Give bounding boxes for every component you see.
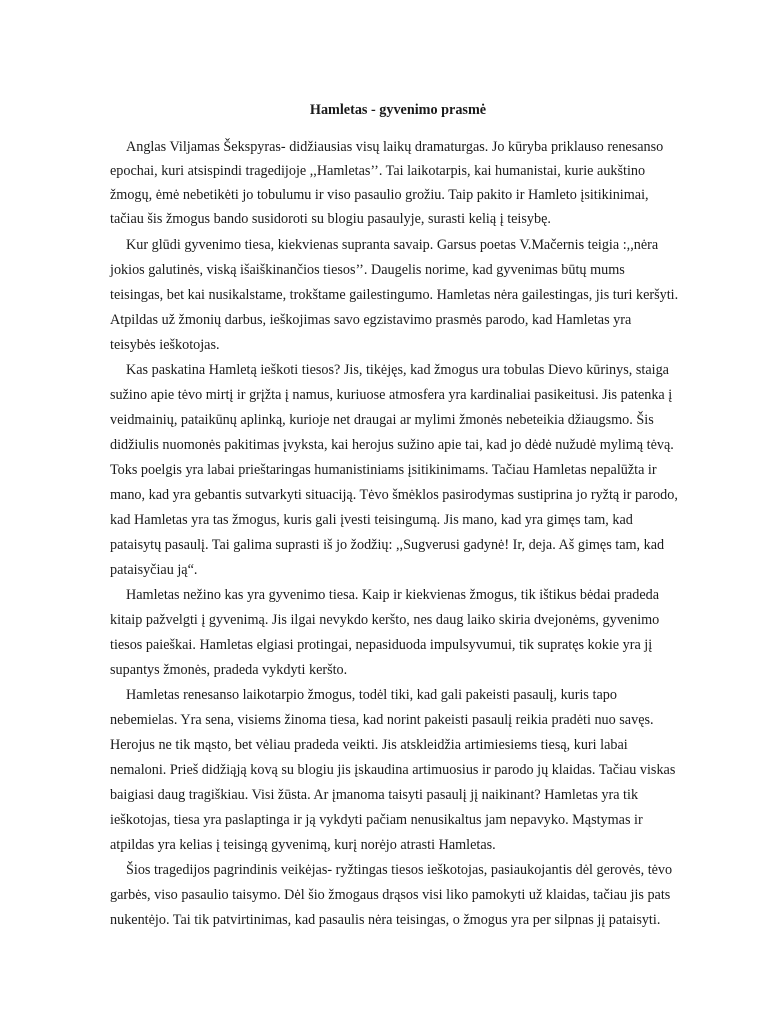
body-line: teisingas, bet kai nusikalstame, trokštame gailestingumo. Hamletas nėra gailestingas, jis turi keršyti.: [110, 287, 679, 303]
body-line: Hamletas nežino kas yra gyvenimo tiesa. Kaip ir kiekvienas žmogus, tik ištikus bėdai pradeda: [126, 587, 660, 603]
body-line: kitaip pažvelgti į gyvenimą. Jis ilgai nevykdo keršto, nes daug laiko skiria dvejonėms, gyvenimo: [110, 612, 660, 628]
body-line: Kur glūdi gyvenimo tiesa, kiekvienas supranta savaip. Garsus poetas V.Mačernis teigia :,,nėra: [126, 237, 659, 253]
body-line: epochai, kuri atsispindi tragedijoje ,,Hamletas’’. Tai laikotarpis, kai humanistai, kurie aukštino: [110, 163, 646, 179]
body-line: pataisyčiau ją“.: [110, 562, 198, 578]
body-line: didžiulis nuomonės pakitimas įvyksta, kai herojus sužino apie tai, kad jo dėdė nužudė mylimą tėvą.: [110, 437, 674, 453]
body-line: atpildas yra kelias į teisingą gyvenimą, kurį norėjo atrasti Hamletas.: [110, 837, 496, 853]
body-line: Šios tragedijos pagrindinis veikėjas- ryžtingas tiesos ieškotojas, pasiaukojantis dėl gerovės, tėvo: [126, 862, 673, 878]
body-line: Kas paskatina Hamletą ieškoti tiesos? Jis, tikėjęs, kad žmogus ura tobulas Dievo kūrinys, staiga: [126, 362, 669, 378]
body-line: nukentėjo. Tai tik patvirtinimas, kad pasaulis nėra teisingas, o žmogus yra per silpnas jį pataisyti.: [110, 912, 661, 928]
body-line: Anglas Viljamas Šekspyras- didžiausias visų laikų dramaturgas. Jo kūryba priklauso renesanso: [126, 139, 664, 155]
body-line: nebemielas. Yra sena, visiems žinoma tiesa, kad norint pakeisti pasaulį reikia pradėti nuo savęs.: [110, 712, 654, 728]
body-line: kad Hamletas yra tas žmogus, kuris gali įvesti teisingumą. Jis mano, kad yra gimęs tam, kad: [110, 512, 633, 528]
body-line: tačiau šis žmogus bando susidoroti su blogiu pasaulyje, surasti kelią į teisybę.: [110, 211, 551, 227]
body-line: baigiasi daug tragiškiau. Visi žūsta. Ar įmanoma taisyti pasaulį jį naikinant? Hamletas yra tik: [110, 787, 639, 803]
body-line: veidmainių, pataikūnų aplinką, kurioje net draugai ar mylimi žmonės nebeteikia džiaugsmo. Šis: [110, 412, 654, 428]
body-line: Atpildas už žmonių darbus, ieškojimas savo egzistavimo prasmės parodo, kad Hamletas yra: [110, 312, 632, 328]
body-line: žmogų, ėmė nebetikėti jo tobulumu ir viso pasaulio grožiu. Taip pakito ir Hamleto įsitikinimai,: [110, 187, 649, 203]
body-line: Hamletas renesanso laikotarpio žmogus, todėl tiki, kad gali pakeisti pasaulį, kuris tapo: [126, 687, 617, 703]
body-line: Herojus ne tik mąsto, bet vėliau pradeda veikti. Jis atskleidžia artimiesiems tiesą, kuri labai: [110, 737, 628, 753]
body-line: supantys žmonės, pradeda vykdyti keršto.: [110, 662, 348, 678]
body-line: sužino apie tėvo mirtį ir grįžta į namus, kuriuose atmosfera yra kardinaliai pasikeitusi. Jis patenka į: [110, 387, 673, 403]
body-line: mano, kad yra gebantis sutvarkyti situaciją. Tėvo šmėklos pasirodymas sustiprina jo ryžtą ir parodo,: [110, 487, 678, 503]
body-line: ieškotojas, tiesa yra paslaptinga ir ją vykdyti pačiam nenusikaltus jam nepavyko. Mąstymas ir: [110, 812, 643, 828]
document-title: Hamletas - gyvenimo prasmė: [309, 102, 487, 118]
body-line: garbės, viso pasaulio taisymo. Dėl šio žmogaus drąsos visi liko pamokyti už klaidas, tačiau jis pats: [110, 887, 671, 903]
body-line: pataisytų pasaulį. Tai galima suprasti iš jo žodžių: ,,Sugverusi gadynė! Ir, deja. Aš gimęs tam, kad: [110, 537, 665, 553]
body-line: Toks poelgis yra labai prieštaringas humanistiniams įsitikinimams. Tačiau Hamletas nepalūžta ir: [110, 462, 657, 478]
body-line: nemaloni. Prieš didžiąją kovą su blogiu jis įskaudina artimuosius ir parodo jų klaidas. Tačiau viskas: [110, 762, 676, 778]
body-line: jokios galutinės, viską išaiškinančios tiesos’’. Daugelis norime, kad gyvenimas būtų mums: [110, 262, 625, 278]
body-line: teisybės ieškotojas.: [110, 337, 220, 353]
body-line: tiesos paieškai. Hamletas elgiasi protingai, nepasiduoda impulsyvumui, tik supratęs kokie yra jį: [110, 637, 653, 653]
